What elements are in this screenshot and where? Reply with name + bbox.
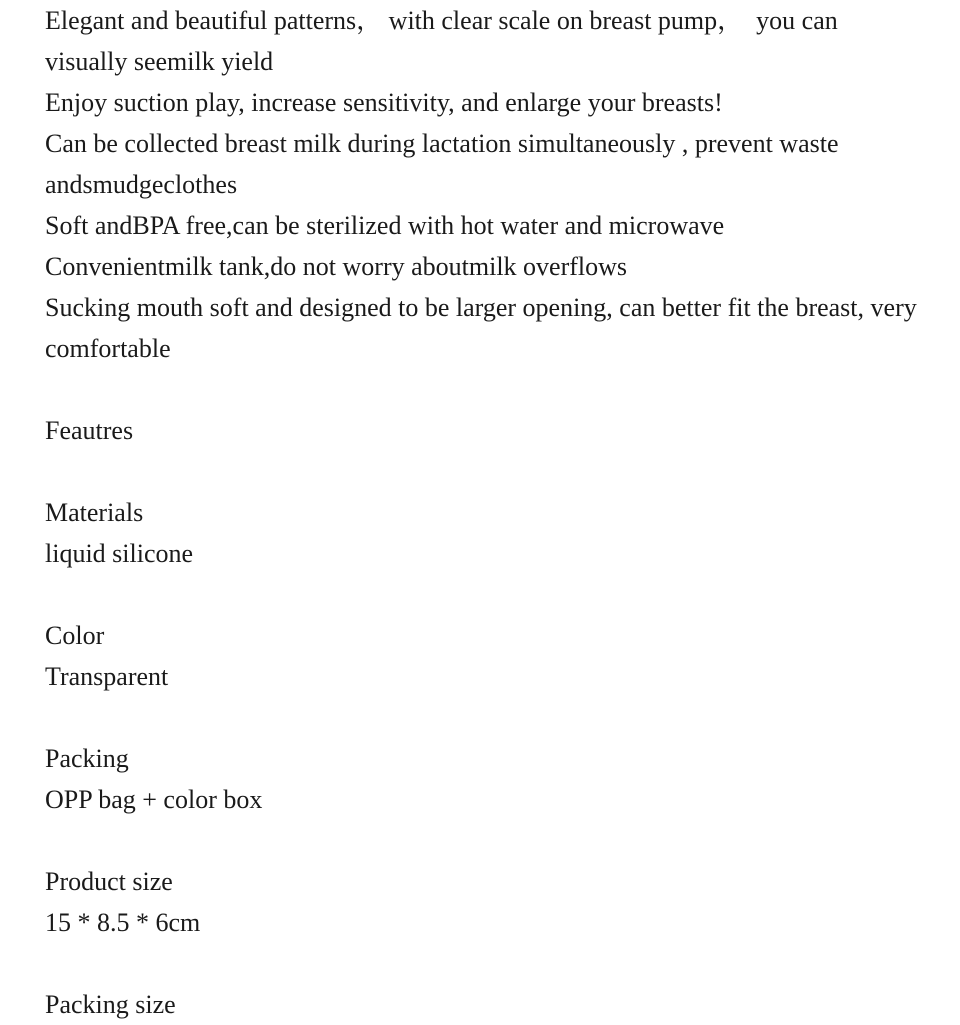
features-heading: Feautres bbox=[45, 416, 134, 445]
packing-value: OPP bag + color box bbox=[45, 785, 263, 814]
spacer bbox=[45, 943, 925, 984]
spacer bbox=[45, 820, 925, 861]
packing-size-label: Packing size bbox=[45, 990, 176, 1019]
materials-label: Materials bbox=[45, 498, 144, 527]
spacer bbox=[45, 451, 925, 492]
description-line: Can be collected breast milk during lactation simultaneously , prevent waste andsmudgeclothes bbox=[45, 129, 845, 199]
description-line: Elegant and beautiful patterns， with clear scale on breast pump， you can visually seemilk yield bbox=[45, 6, 845, 76]
product-size-label: Product size bbox=[45, 867, 173, 896]
spacer bbox=[45, 369, 925, 410]
description-line: Enjoy suction play, increase sensitivity, and enlarge your breasts! bbox=[45, 88, 723, 117]
description-line: Convenientmilk tank,do not worry aboutmilk overflows bbox=[45, 252, 628, 281]
description-line: Soft andBPA free,can be sterilized with hot water and microwave bbox=[45, 211, 725, 240]
product-size-value: 15 * 8.5 * 6cm bbox=[45, 908, 201, 937]
color-value: Transparent bbox=[45, 662, 169, 691]
spacer bbox=[45, 574, 925, 615]
color-label: Color bbox=[45, 621, 105, 650]
materials-value: liquid silicone bbox=[45, 539, 194, 568]
spacer bbox=[45, 697, 925, 738]
packing-label: Packing bbox=[45, 744, 129, 773]
description-line: Sucking mouth soft and designed to be larger opening, can better fit the breast, very comfortable bbox=[45, 293, 924, 363]
product-description bbox=[45, 0, 925, 1025]
